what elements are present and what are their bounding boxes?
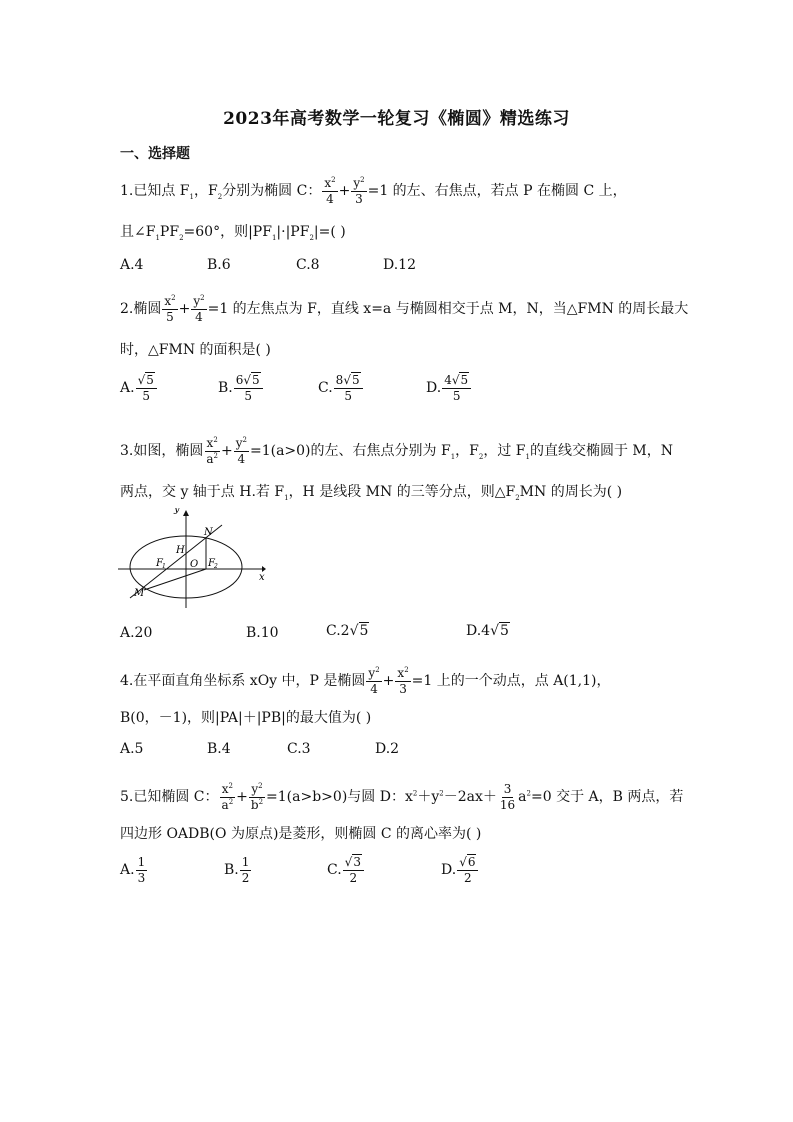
figure-label-m: M [134,588,145,599]
fraction: $\frac{x^2}{3}$ [397,666,409,696]
fraction: $\frac{y^2}{4}$ [235,436,247,466]
q3-option-a: A.20 [120,625,153,641]
q5-option-a: A. $\frac{1}{3}$ [120,855,146,885]
figure-label-y: y [174,508,180,515]
q4-option-a: A.5 [120,741,144,757]
question-2-line-1: 2.椭圆 $\frac{x^2}{5}$ + $\frac{y^2}{4}$ =1 的左焦点为 F，直线 x=a 与椭圆相交于点 M，N，当△FMN 的周长最大 [120,294,689,324]
figure-label-f2: F [208,558,215,569]
q2-option-d: D. $\frac{4√5}{5}$ [426,374,472,402]
figure-label-o: O [190,559,199,570]
question-2-line-2: 时，△FMN 的面积是( ) [120,342,271,358]
question-4-line-2: B(0，－1)，则|PA|＋|PB|的最大值为( ) [120,710,372,726]
fraction: $\frac{x^2}{a^2}$ [206,436,218,466]
q5-option-d: D. $\frac{√6}{2}$ [441,856,479,884]
question-5-line-2: 四边形 OADB(O 为原点)是菱形，则椭圆 C 的离心率为( ) [120,826,482,842]
question-4-line-1: 4.在平面直角坐标系 xOy 中，P 是椭圆 $\frac{y^2}{4}$ + $\frac{x^2}{3}$ =1 上的一个动点，点 A(1,1)， [120,666,611,696]
figure-label-h: H [176,545,185,556]
question-5-line-1: 5.已知椭圆 C： $\frac{x^2}{a^2}$ + $\frac{y^2}{b^2}$ =1(a>b>0)与圆 D：$x^2+y^2-2ax+$ $\frac{3}{16}$ $a^2=0$ 交于 A，B 两点，若 [120,782,684,812]
q1-option-c: C.8 [296,257,320,273]
q2-option-c: C. $\frac{8√5}{5}$ [318,374,364,402]
q2-option-a: A. $\frac{√5}{5}$ [120,374,158,402]
fraction: $\frac{y^2}{4}$ [193,294,205,324]
q1-option-b: B.6 [207,257,231,273]
fraction: $\frac{y^2}{4}$ [368,666,380,696]
svg-text:2: 2 [214,563,218,570]
fraction: $\frac{y^2}{3}$ [353,176,365,206]
q5-option-b: B. $\frac{1}{2}$ [224,855,250,885]
q4-option-b: B.4 [207,741,231,757]
fraction: $\frac{3}{16}$ [499,782,516,812]
q1-option-d: D.12 [383,257,416,273]
ellipse-figure [118,508,268,608]
fraction: $\frac{x^2}{a^2}$ [221,782,234,812]
question-1-line-2: 且$\angle F_1PF_2=60^\circ$，则$|PF_1|\cdot|PF_2|=$( ) [120,224,346,242]
q4-option-c: C.3 [287,741,311,757]
fraction: $\frac{x^2}{4}$ [324,176,336,206]
q3-option-c: C.2√5 [326,623,369,639]
q1-option-a: A.4 [120,257,144,273]
figure-label-f1: F [156,558,163,569]
q5-option-c: C. $\frac{√3}{2}$ [327,856,365,884]
q3-option-d: D.4√5 [466,623,509,639]
question-1-line-1: 1.已知点 $F_1$，$F_2$分别为椭圆 C： $\frac{x^2}{4}$ + $\frac{y^2}{3}$ =1 的左、右焦点，若点 P 在椭圆 C 上， [120,176,627,206]
figure-label-x: x [259,572,265,583]
q2-option-b: B. $\frac{6√5}{5}$ [218,374,264,402]
fraction: $\frac{x^2}{5}$ [164,294,176,324]
section-heading: 一、选择题 [120,146,190,162]
q4-option-d: D.2 [375,741,400,757]
fraction: $\frac{y^2}{b^2}$ [250,782,264,812]
question-3-line-2: 两点，交 y 轴于点 H.若 $F_1$，H 是线段 MN 的三等分点，则$\triangle F_2MN$ 的周长为( ) [120,484,623,502]
figure-label-n: N [204,527,213,538]
question-3-line-1: 3.如图，椭圆 $\frac{x^2}{a^2}$ + $\frac{y^2}{4}$ =1(a>0)的左、右焦点分别为 $F_1$，$F_2$，过 $F_1$的直线交椭圆于 M，N [120,436,674,466]
document-title: 2023年高考数学一轮复习《椭圆》精选练习 [223,109,570,129]
q3-option-b: B.10 [246,625,279,641]
svg-text:1: 1 [162,563,166,570]
